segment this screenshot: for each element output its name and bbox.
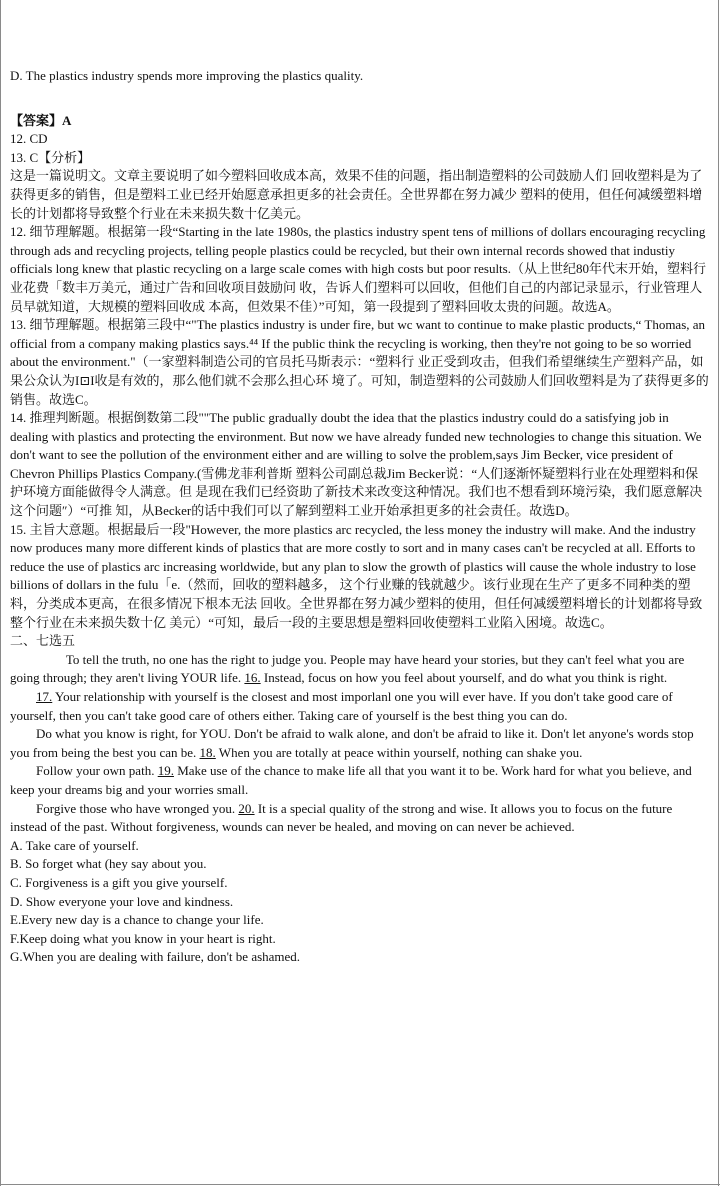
blank-16: 16. xyxy=(244,670,261,686)
passage-p3-start: Do what you know is right, for YOU. Don't be afraid to walk alone, and don't be afraid to like it. Don't let anyone's words stop you from being the best you can be. xyxy=(10,726,694,760)
option-c: C. Forgiveness is a gift you give yourself. xyxy=(10,874,228,890)
passage-p1-end: Instead, focus on how you feel about yourself, and do what you think is right. xyxy=(260,670,668,686)
option-b: B. So forget what (hey say about you. xyxy=(10,856,207,872)
passage-p5-end: It is a special quality of the strong and wise. It allows you to focus on the future instead of the past. Without forgiveness, wounds can never be healed, and moving on can never be achieved. xyxy=(10,800,673,835)
section-heading: 二、七选五 xyxy=(10,633,76,649)
passage-p3-end: When you are totally at peace within yourself, nothing can shake you. xyxy=(215,744,583,760)
page-border-left xyxy=(0,0,1,1186)
option-a: A. Take care of yourself. xyxy=(10,837,139,853)
analysis-summary: 这是一篇说明文。文章主要说明了如今塑料回收成本高，效果不佳的问题，指出制造塑料的公司鼓励人们 回收塑料是为了获得更多的销售，但是塑料工业已经开始愿意承担更多的社会责任。全世界都在努力减少 塑料的使用，但任何减缓塑料增长的计划都将导致整个行业在未来损失数十亿美元。 xyxy=(10,168,703,221)
page-border-bottom xyxy=(0,1184,720,1185)
passage-paragraph-4 xyxy=(10,762,710,799)
blank-20: 20. xyxy=(238,800,255,816)
blank-17: 17. xyxy=(36,689,53,704)
blank-19: 19. xyxy=(157,763,174,779)
passage-paragraph-1 xyxy=(10,651,710,688)
passage-p2: Your relationship with yourself is the closest and most imporlanl one you will ever have. If you don't take good care of yourself, then you can't take good care of others either. Taking care of yourself is the best thing you can do. xyxy=(10,689,673,723)
analysis-q14: 14. 推理判断题。根据倒数第二段""The public gradually doubt the idea that the plastics industry could do a satisfying job in dealing with plastics and protecting the environment. But now we have already funded new technologies to change this situation. We don't want to see the pollution of the environment either and are willing to solve the problem,says Jim Becker, vice president of Chevron Phillips Plastics Company.(雪佛龙菲利普斯 塑料公司副总裁Jim Becker说：“人们逐渐怀疑塑料行业在处理塑料和保护环境方面能做得令人满意。但 是现在我们已经资助了新技术来改变这种情况。我们也不想看到环境污染，我们愿意解决这个问题″）“可推 知，从Becker的话中我们可以了解到塑料工业开始承担更多的社会责任。故选D。 xyxy=(10,410,703,519)
option-g: G.When you are dealing with failure, don't be ashamed. xyxy=(10,949,301,965)
option-e: E.Every new day is a chance to change your life. xyxy=(10,912,264,928)
passage-p4-end: Make use of the chance to make life all that you want it to be. Work hard for what you believe, and keep your dreams big and your worries small. xyxy=(10,763,692,797)
passage-p5-start: Forgive those who have wronged you. xyxy=(36,800,239,816)
option-f: F.Keep doing what you know in your heart is right. xyxy=(10,930,276,946)
analysis-q13: 13. 细节理解题。根据第三段中“"The plastics industry is under fire, but wc want to continue to make plastic products,“ Thomas, an official from a company making plastics says.⁴⁴ If the public think the recycling is working, then they're not going to be so worried about the environment."（一家塑料制造公司的官员托马斯表示：“塑料行 业正受到攻击，但我们希望继续生产塑料产品，如果公众认为I⊡I收是有效的，那么他们就不会那么担心环 境了。可知，制造塑料的公司鼓励人们回收塑料是为了获得更多的销售。故选C。 xyxy=(10,317,709,407)
answer-label: 【答案】A xyxy=(10,112,72,128)
answer-q13: 13. C【分析】 xyxy=(10,149,91,165)
analysis-q15: 15. 主旨大意题。根据最后一段"However, the more plastics arc recycled, the less money the industry will make. And the industry now produces many more different kinds of plastics that are more costly to sort and in many cases can't be recycled at all. Efforts to reduce the use of plastics arc increasing worldwide, but any plan to slow the growth of plastics will cause the whole industry to lose billions of dollars in the fulu「e.（然而，回收的塑料越多， 这个行业赚的钱就越少。该行业现在生产了更多不同种类的塑料，分类成本更高，在很多情况下根本无法 回收。全世界都在努力减少塑料的使用，但任何减缓塑料增长的计划都将导致整个行业在未来损失数十亿 美元）“可知，最后一段的主要思想是塑料回收使塑料工业陷入困境。故选C。 xyxy=(10,521,703,630)
passage-paragraph-2 xyxy=(10,688,710,725)
passage-p4-start: Follow your own path. xyxy=(36,763,158,779)
passage-paragraph-5 xyxy=(10,800,710,837)
passage-paragraph-3 xyxy=(10,725,710,762)
document-content xyxy=(10,67,710,967)
analysis-q12: 12. 细节理解题。根据第一段“Starting in the late 1980s, the plastics industry spent tens of millions of dollars encouraging recycling through ads and recycling projects, telling people plastics could be recycled, but their own internal records showed that industiy officials long knew that plastic recycling on a large scale comes with high costs but poor results.（从上世纪80年代末开始，塑料行业花费「数丰万美元，通过广告和回收项目鼓励问 收，告诉人们塑料可以回收，但他们自己的内部记录显示，行业管理人员早就知道，大规模的塑料回收成 本高，但效果不佳）”可知，第一段提到了塑料回收太贵的问题。故选A。 xyxy=(10,224,706,314)
passage-p1-start: To tell the truth, no one has the right to judge you. People may have heard your stories, but they can't feel what you are going through; they aren't living YOUR life. xyxy=(10,651,685,686)
answer-q12: 12. CD xyxy=(10,131,48,147)
option-d: D. Show everyone your love and kindness. xyxy=(10,893,234,909)
blank-18: 18. xyxy=(199,744,216,760)
previous-option-d: D. The plastics industry spends more improving the plastics quality. xyxy=(10,68,364,83)
page-border-right xyxy=(718,0,719,1186)
